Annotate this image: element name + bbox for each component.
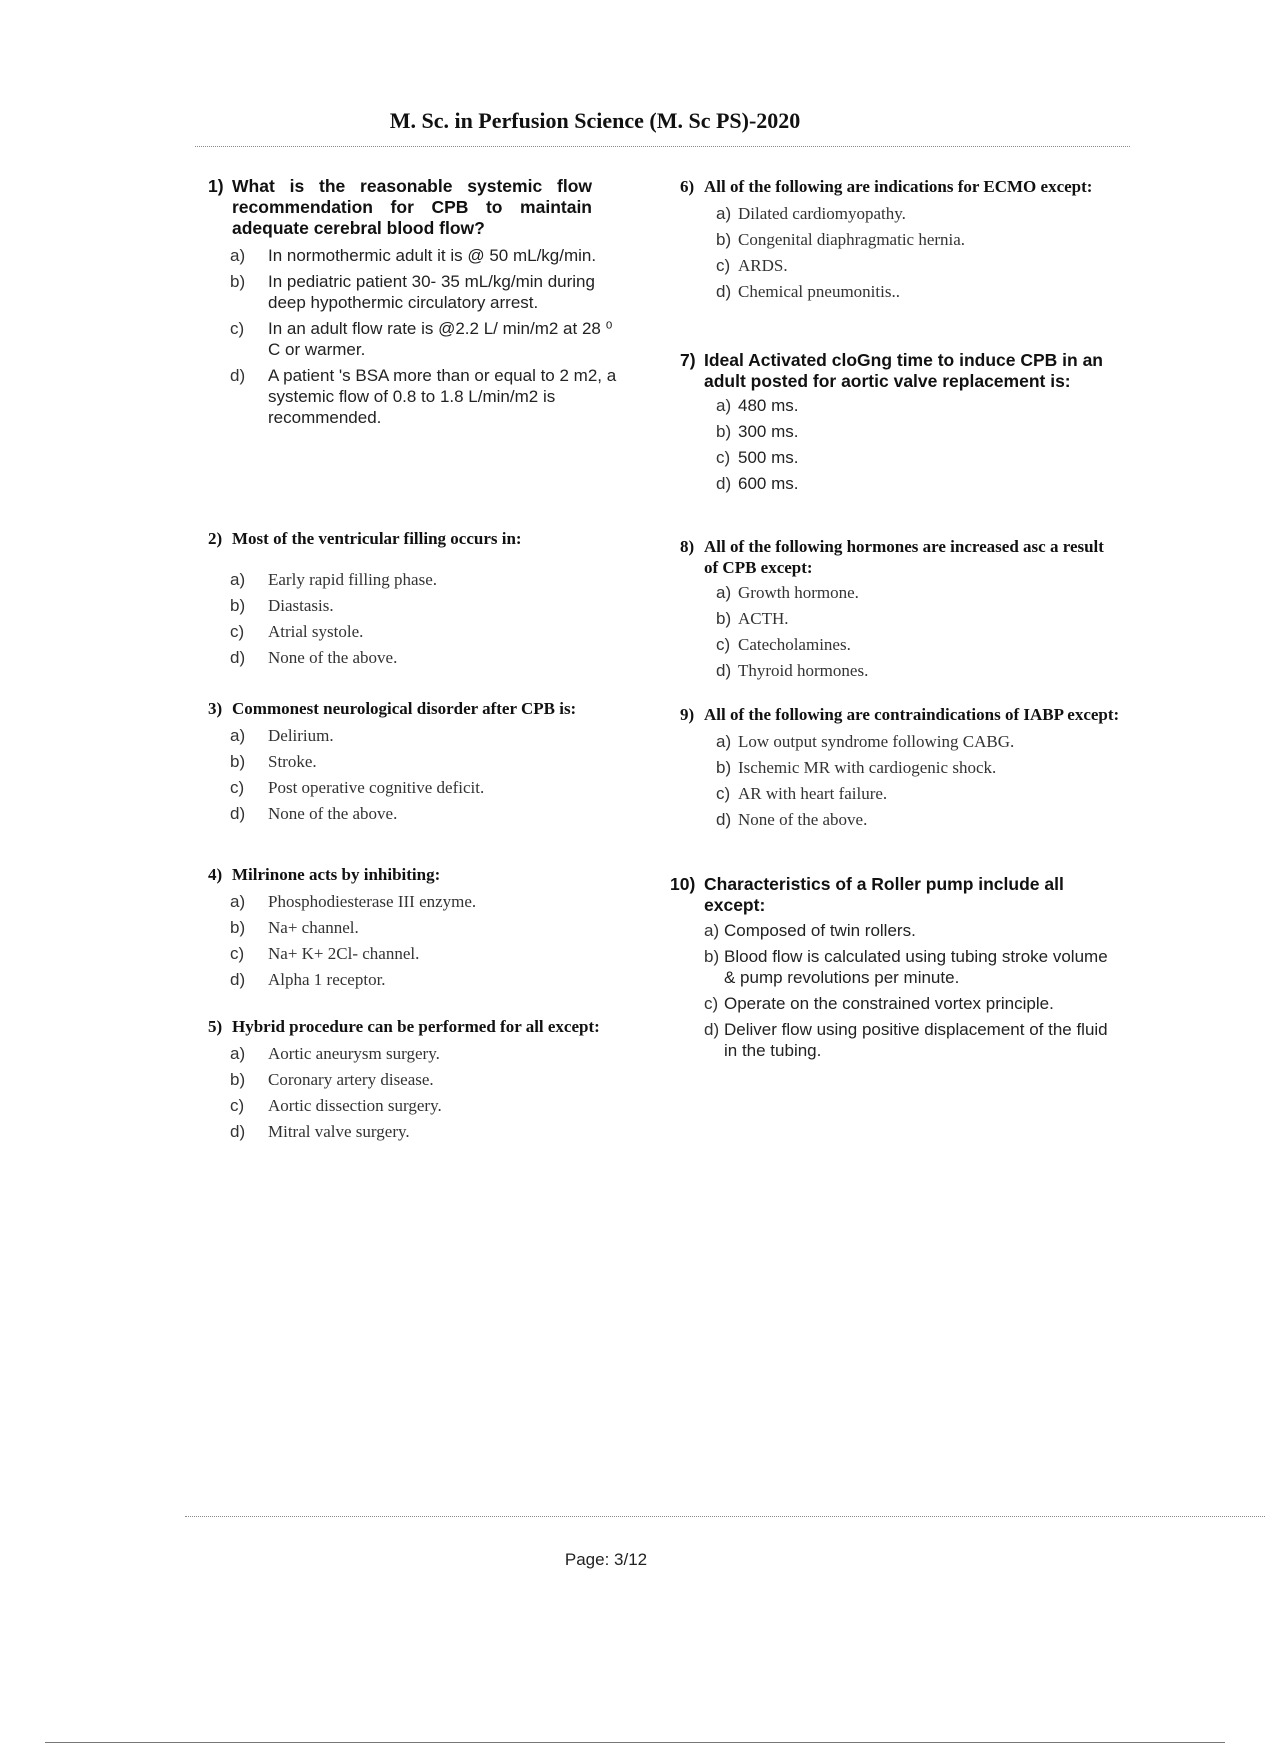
option-d [230, 803, 628, 824]
question-9 [680, 704, 1120, 830]
question-text: Characteristics of a Roller pump include all except: [704, 874, 1064, 915]
option-text: 600 ms. [738, 474, 799, 493]
option-letter: c) [716, 784, 731, 803]
question-number: 9) [680, 705, 695, 724]
option-a [716, 582, 1120, 603]
option-text: Aortic aneurysm surgery. [268, 1044, 440, 1063]
option-d [704, 1019, 1120, 1061]
option-text: None of the above. [268, 648, 398, 667]
option-list [208, 1043, 628, 1142]
option-text: Diastasis. [268, 596, 334, 615]
option-list [680, 582, 1120, 681]
question-2 [208, 528, 628, 668]
option-text: Chemical pneumonitis.. [738, 282, 900, 301]
option-text: Ischemic MR with cardiogenic shock. [738, 758, 997, 777]
option-letter: a) [230, 570, 246, 589]
option-d [716, 473, 1120, 494]
option-d [230, 647, 628, 668]
option-letter: c) [230, 319, 245, 338]
option-b [230, 751, 628, 772]
page-number: Page: 3/12 [564, 1550, 648, 1569]
option-letter: d) [716, 282, 732, 301]
option-text: Atrial systole. [268, 622, 364, 641]
option-text: Dilated cardiomyopathy. [738, 204, 906, 223]
option-letter: c) [716, 635, 731, 654]
header-divider [195, 146, 1130, 147]
option-letter: c) [230, 944, 245, 963]
option-a [230, 569, 628, 590]
option-letter: d) [230, 804, 246, 823]
question-stem [208, 1016, 628, 1037]
option-a [230, 725, 628, 746]
question-text: Ideal Activated cloGng time to induce CPB in an adult posted for aortic valve replacement is: [704, 350, 1103, 391]
option-list [208, 725, 628, 824]
option-letter: a) [716, 583, 732, 602]
question-4 [208, 864, 628, 990]
option-list [670, 920, 1120, 1061]
option-letter: d) [716, 810, 732, 829]
question-text: All of the following are indications for ECMO except: [704, 177, 1093, 196]
option-d [230, 969, 628, 990]
option-text: Na+ K+ 2Cl- channel. [268, 944, 420, 963]
option-c [230, 1095, 628, 1116]
option-letter: b) [716, 609, 732, 628]
option-a [230, 891, 628, 912]
option-text: Post operative cognitive deficit. [268, 778, 485, 797]
option-text: ACTH. [738, 609, 789, 628]
option-text: Stroke. [268, 752, 317, 771]
option-text: Growth hormone. [738, 583, 859, 602]
option-text: Early rapid filling phase. [268, 570, 438, 589]
option-text: Na+ channel. [268, 918, 359, 937]
option-letter: d) [716, 661, 732, 680]
option-a [716, 203, 1120, 224]
option-text: Mitral valve surgery. [268, 1122, 410, 1141]
option-c [230, 318, 628, 360]
option-text: None of the above. [738, 810, 868, 829]
question-6 [680, 176, 1120, 302]
question-text: Milrinone acts by inhibiting: [232, 865, 441, 884]
option-letter: a) [716, 204, 732, 223]
option-b [716, 421, 1120, 442]
option-text: ARDS. [738, 256, 788, 275]
question-3 [208, 698, 628, 824]
question-text: Hybrid procedure can be performed for all except: [232, 1017, 600, 1036]
option-letter: d) [230, 648, 246, 667]
question-1 [208, 176, 628, 428]
option-letter: b) [716, 758, 732, 777]
option-text: In pediatric patient 30- 35 mL/kg/min during deep hypothermic circulatory arrest. [268, 272, 595, 312]
option-text: 480 ms. [738, 396, 799, 415]
question-stem [208, 528, 628, 549]
question-10 [670, 874, 1120, 1061]
option-list [208, 245, 628, 428]
option-d [716, 281, 1120, 302]
option-list [680, 731, 1120, 830]
option-b [704, 946, 1120, 988]
option-b [230, 595, 628, 616]
question-number: 1) [208, 176, 224, 196]
option-c [716, 634, 1120, 655]
question-text: What is the reasonable systemic flow recommendation for CPB to maintain adequate cerebral blood flow? [232, 176, 592, 238]
option-b [716, 757, 1120, 778]
option-letter: b) [704, 947, 720, 966]
option-letter: c) [230, 1096, 245, 1115]
option-list [208, 569, 628, 668]
option-a [230, 1043, 628, 1064]
option-letter: b) [230, 752, 246, 771]
question-number: 4) [208, 865, 223, 884]
option-letter: b) [716, 422, 732, 441]
option-text: Aortic dissection surgery. [268, 1096, 442, 1115]
option-text: In normothermic adult it is @ 50 mL/kg/min. [268, 246, 597, 265]
question-number: 2) [208, 529, 223, 548]
option-text: 500 ms. [738, 448, 799, 467]
question-stem [680, 704, 1120, 725]
option-letter: d) [230, 970, 246, 989]
option-letter: b) [716, 230, 732, 249]
option-a [716, 395, 1120, 416]
option-b [230, 1069, 628, 1090]
question-number: 7) [680, 350, 696, 370]
option-letter: a) [230, 1044, 246, 1063]
option-list [208, 891, 628, 990]
option-text: Operate on the constrained vortex principle. [724, 994, 1054, 1013]
question-stem [680, 536, 1120, 578]
option-text: In an adult flow rate is @2.2 L/ min/m2 at 28 ⁰ C or warmer. [268, 319, 613, 359]
option-text: A patient 's BSA more than or equal to 2 m2, a systemic flow of 0.8 to 1.8 L/min/m2 is recommended. [268, 366, 617, 427]
question-number: 5) [208, 1017, 223, 1036]
option-c [704, 993, 1120, 1014]
option-text: AR with heart failure. [738, 784, 888, 803]
option-letter: b) [230, 918, 246, 937]
option-list [680, 395, 1120, 494]
question-number: 6) [680, 177, 695, 196]
option-letter: c) [716, 448, 731, 467]
option-c [716, 447, 1120, 468]
option-c [716, 255, 1120, 276]
option-letter: b) [230, 1070, 246, 1089]
option-letter: c) [230, 622, 245, 641]
option-c [230, 943, 628, 964]
option-c [230, 621, 628, 642]
option-b [716, 608, 1120, 629]
option-text: Coronary artery disease. [268, 1070, 434, 1089]
question-stem [208, 176, 592, 239]
option-text: Low output syndrome following CABG. [738, 732, 1015, 751]
option-text: Delirium. [268, 726, 334, 745]
question-text: Commonest neurological disorder after CPB is: [232, 699, 577, 718]
question-stem [670, 874, 1120, 916]
option-letter: a) [230, 892, 246, 911]
option-b [230, 271, 628, 313]
question-stem [208, 864, 628, 885]
option-text: Thyroid hormones. [738, 661, 869, 680]
option-d [230, 365, 628, 428]
question-text: All of the following hormones are increased asc a result of CPB except: [704, 537, 1104, 577]
option-letter: d) [716, 474, 732, 493]
question-text: Most of the ventricular filling occurs in: [232, 529, 522, 548]
option-text: Alpha 1 receptor. [268, 970, 386, 989]
option-d [716, 809, 1120, 830]
option-letter: a) [704, 921, 720, 940]
option-a [716, 731, 1120, 752]
question-stem [680, 176, 1120, 197]
question-text: All of the following are contraindications of IABP except: [704, 705, 1120, 724]
option-text: Deliver flow using positive displacement of the fluid in the tubing. [724, 1020, 1108, 1060]
option-text: Blood flow is calculated using tubing stroke volume & pump revolutions per minute. [724, 947, 1108, 987]
option-letter: c) [230, 778, 245, 797]
footer-divider [185, 1516, 1265, 1517]
question-number: 8) [680, 537, 695, 556]
question-stem [680, 350, 1120, 392]
option-letter: d) [704, 1020, 720, 1039]
option-letter: a) [716, 732, 732, 751]
option-a [230, 245, 628, 266]
option-text: 300 ms. [738, 422, 799, 441]
option-letter: c) [704, 994, 719, 1013]
option-letter: b) [230, 272, 246, 291]
option-letter: a) [230, 246, 246, 265]
option-letter: c) [716, 256, 731, 275]
question-5 [208, 1016, 628, 1142]
option-a [704, 920, 1120, 941]
option-d [716, 660, 1120, 681]
option-letter: d) [230, 366, 246, 385]
option-c [716, 783, 1120, 804]
option-letter: a) [716, 396, 732, 415]
option-b [230, 917, 628, 938]
option-letter: a) [230, 726, 246, 745]
option-text: Phosphodiesterase III enzyme. [268, 892, 477, 911]
option-text: Catecholamines. [738, 635, 851, 654]
question-number: 3) [208, 699, 223, 718]
option-c [230, 777, 628, 798]
option-text: None of the above. [268, 804, 398, 823]
question-stem [208, 698, 628, 719]
page-title: M. Sc. in Perfusion Science (M. Sc PS)-2020 [389, 108, 801, 133]
question-number: 10) [670, 874, 696, 894]
page-edge-line [45, 1742, 1225, 1743]
option-text: Composed of twin rollers. [724, 921, 916, 940]
option-list [680, 203, 1120, 302]
option-b [716, 229, 1120, 250]
option-letter: d) [230, 1122, 246, 1141]
question-8 [680, 536, 1120, 681]
question-7 [680, 350, 1120, 494]
option-letter: b) [230, 596, 246, 615]
option-text: Congenital diaphragmatic hernia. [738, 230, 966, 249]
option-d [230, 1121, 628, 1142]
